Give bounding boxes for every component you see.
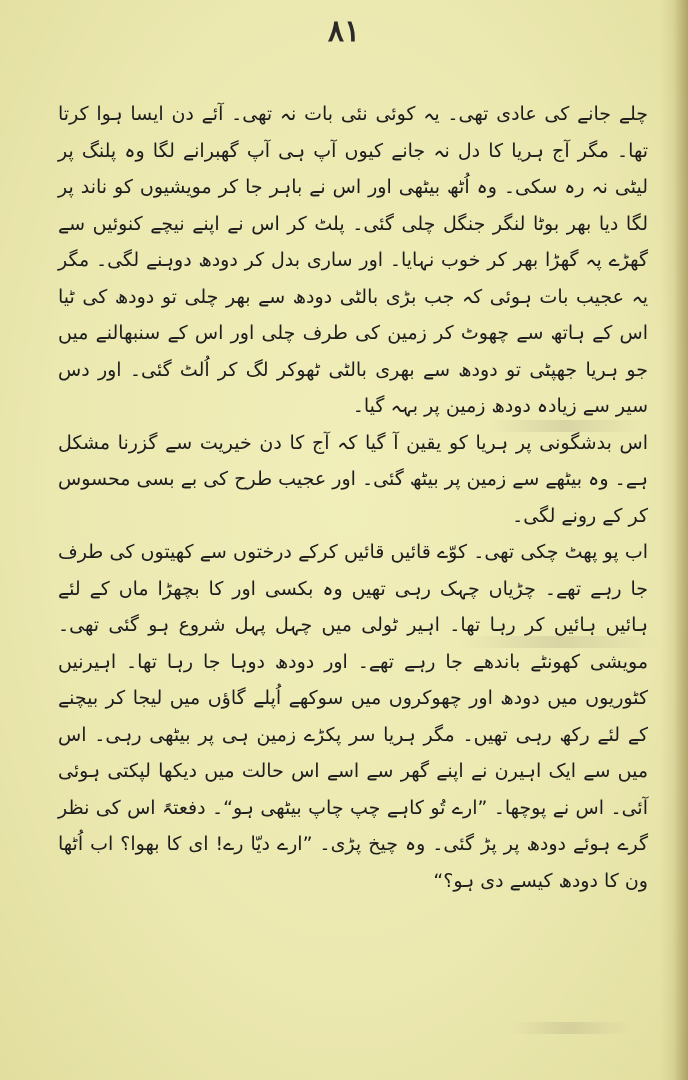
paragraph: اس بدشگونی پر ہریا کو یقین آ گیا کہ آج کا دن خیریت سے گزرنا مشکل ہے۔ وہ بیٹھے سے زمین پر بیٹھ گئی۔ اور عجیب طرح کی بے بسی محسوس کر کے رونے لگی۔ <box>58 431 648 527</box>
paragraph: اب پو پھٹ چکی تھی۔ کوّے قائیں قائیں کرکے درختوں سے کھیتوں کی طرف جا رہے تھے۔ چڑیاں چہک رہی تھیں وہ بکسی اور کا بچھڑا ماں کے لئے ہائیں ہائیں کر رہا تھا۔ اہیر ٹولی میں چہل پہل شروع ہو گئی تھی۔ مویشی کھونٹے باندھے جا رہے تھے۔ اور دودھ دوہا جا رہا تھا۔ اہیرنیں کٹوریوں میں دودھ اور چھوکروں میں سوکھے اُپلے گاؤں میں لیجا کر بیچنے کے لئے رکھ رہی تھیں۔ مگر ہریا سر پکڑے زمین ہی پر بیٹھی رہی۔ اس میں سے ایک اہیرن نے اپنے گھر سے اسے اس حالت میں دیکھا لپکتی ہوئی آئی۔ اس نے پوچھا۔ ”ارے تُو کاہے چپ چاپ بیٹھی ہو“۔ دفعتہً اس کی نظر گرے ہوئے دودھ پر پڑ گئی۔ وہ چیخ پڑی۔ ”ارے دیّا رے! ای کا بھوا؟ اب اُٹھا ون کا دودھ کیسے دی ہو؟“ <box>58 541 648 892</box>
page-body-text <box>58 96 648 899</box>
page-edge-shadow <box>674 0 688 1080</box>
page-number: ۸۱ <box>327 14 361 49</box>
paragraph: چلے جانے کی عادی تھی۔ یہ کوئی نئی بات نہ تھی۔ آئے دن ایسا ہوا کرتا تھا۔ مگر آج ہریا کا دل نہ جانے کیوں آپ ہی آپ گھبرانے لگا وہ پلنگ پر لیٹی نہ رہ سکی۔ وہ اُٹھ بیٹھی اور اس نے باہر جا کر مویشیوں کو ناند پر لگا دیا بھر بوٹا لنگر جنگل چلی گئی۔ پلٹ کر اس نے اپنے نیچے کنوئیں سے گھڑے پہ گھڑا بھر کر خوب نہایا۔ اور ساری بدل کر دودھ دوہنے لگی۔ مگر یہ عجیب بات ہوئی کہ جب بڑی بالٹی دودھ سے بھر چلی تو دودھ کی ٹیا اس کے ہاتھ سے چھوٹ کر زمین کی طرف چلی اور اس کے سنبھالنے میں جو ہریا جھپٹی تو دودھ سے بھری بالٹی ٹھوکر لگ کر اُلٹ گئی۔ اور دس سیر سے زیادہ دودھ زمین پر بہہ گیا۔ <box>58 103 648 417</box>
paper-stain <box>510 1022 630 1034</box>
